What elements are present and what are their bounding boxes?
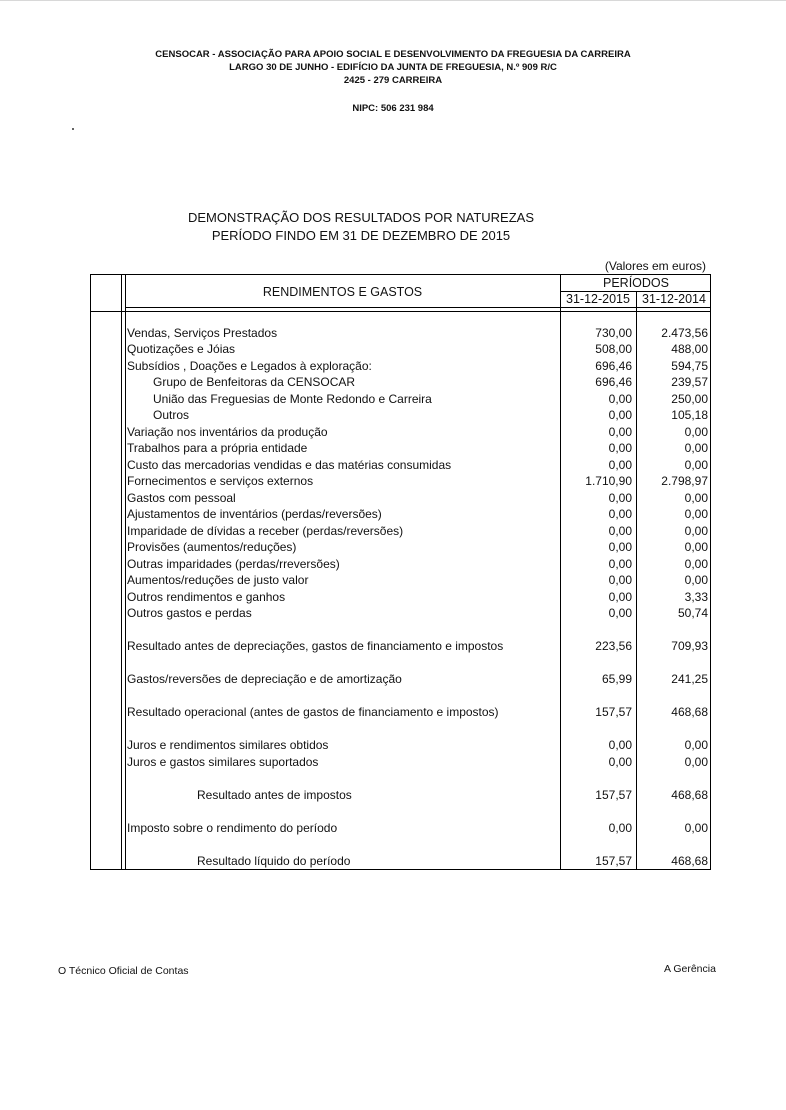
row-label: Quotizações e Jóias [127,342,236,356]
value-2015: 157,57 [595,705,632,719]
table-row [127,473,708,489]
row-label: Outras imparidades (perdas/rreversões) [127,557,340,571]
value-2014: 105,18 [671,408,708,422]
table-row [127,407,708,423]
value-2015: 0,00 [608,573,632,587]
value-2015: 0,00 [608,425,632,439]
value-2014: 709,93 [671,639,708,653]
row-label: Custo das mercadorias vendidas e das matérias consumidas [127,458,452,472]
value-2015: 0,00 [608,755,632,769]
row-label: Imparidade de dívidas a receber (perdas/reversões) [127,524,404,538]
table-row [127,737,708,753]
value-2015: 508,00 [595,342,632,356]
table-row [127,325,708,341]
table-row [127,605,708,621]
value-2014: 0,00 [684,821,708,835]
document-period: PERÍODO FINDO EM 31 DE DEZEMBRO DE 2015 [211,228,511,243]
value-2015: 0,00 [608,590,632,604]
column-header-main: RENDIMENTOS E GASTOS [262,285,423,299]
value-2014: 0,00 [684,540,708,554]
value-2014: 0,00 [684,491,708,505]
table-row [127,539,708,555]
column-header-periods: PERÍODOS [603,276,669,290]
accountant-signature-label: O Técnico Oficial de Contas [58,965,189,977]
value-2015: 65,99 [601,672,632,686]
currency-note: (Valores em euros) [604,259,706,273]
row-label: Grupo de Benfeitoras da CENSOCAR [153,375,356,389]
table-row [127,853,708,869]
row-label: Outros rendimentos e ganhos [127,590,286,604]
table-divider [125,275,126,869]
table-row [127,704,708,720]
table-row [127,358,708,374]
value-2014: 3,33 [684,590,708,604]
page-top-rule [0,0,786,1]
value-2014: 0,00 [684,557,708,571]
value-2014: 468,68 [671,854,708,868]
table-row [127,787,708,803]
value-2014: 468,68 [671,705,708,719]
value-2015: 157,57 [595,854,632,868]
org-nipc: NIPC: 506 231 984 [352,103,434,114]
row-label: Trabalhos para a própria entidade [127,441,308,455]
table-divider [121,275,122,869]
value-2015: 0,00 [608,491,632,505]
column-header-2014: 31-12-2014 [642,292,706,306]
value-2015: 0,00 [608,507,632,521]
row-label: Resultado operacional (antes de gastos de financiamento e impostos) [127,705,499,719]
row-label: Provisões (aumentos/reduções) [127,540,297,554]
table-row [127,523,708,539]
value-2015: 0,00 [608,821,632,835]
value-2015: 0,00 [608,458,632,472]
value-2014: 594,75 [671,359,708,373]
value-2015: 696,46 [595,375,632,389]
table-row [127,589,708,605]
table-row [127,638,708,654]
row-label: Aumentos/reduções de justo valor [127,573,309,587]
value-2014: 0,00 [684,755,708,769]
value-2015: 0,00 [608,408,632,422]
table-row [127,754,708,770]
value-2015: 157,57 [595,788,632,802]
table-row [127,572,708,588]
table-divider [125,307,710,308]
row-label: Resultado líquido do período [197,854,351,868]
value-2015: 0,00 [608,392,632,406]
org-postal: 2425 - 279 CARREIRA [343,75,443,86]
value-2015: 223,56 [595,639,632,653]
value-2015: 0,00 [608,441,632,455]
table-row [127,556,708,572]
row-label: Subsídios , Doações e Legados à exploração: [127,359,372,373]
table-row [127,440,708,456]
row-label: Variação nos inventários da produção [127,425,328,439]
value-2014: 50,74 [677,606,708,620]
income-statement-table [90,274,711,870]
column-header-2015: 31-12-2015 [566,292,630,306]
table-row [127,424,708,440]
value-2015: 0,00 [608,540,632,554]
value-2015: 0,00 [608,557,632,571]
value-2014: 239,57 [671,375,708,389]
table-row [127,341,708,357]
value-2014: 2.473,56 [661,326,708,340]
org-name: CENSOCAR - ASSOCIAÇÃO PARA APOIO SOCIAL E DESENVOLVIMENTO DA FREGUESIA DA CARREIRA [155,49,631,60]
value-2015: 1.710,90 [585,474,632,488]
value-2015: 0,00 [608,738,632,752]
row-label: Resultado antes de impostos [197,788,352,802]
value-2015: 0,00 [608,606,632,620]
value-2014: 0,00 [684,458,708,472]
table-row [127,671,708,687]
row-label: Juros e rendimentos similares obtidos [127,738,329,752]
table-row [127,506,708,522]
management-signature-label: A Gerência [664,963,716,975]
value-2014: 0,00 [684,507,708,521]
row-label: Imposto sobre o rendimento do período [127,821,338,835]
table-row [127,391,708,407]
scan-speck [72,128,74,130]
value-2015: 730,00 [595,326,632,340]
value-2014: 250,00 [671,392,708,406]
row-label: Juros e gastos similares suportados [127,755,319,769]
row-label: Gastos com pessoal [127,491,236,505]
value-2014: 0,00 [684,425,708,439]
table-row [127,490,708,506]
row-label: Gastos/reversões de depreciação e de amortização [127,672,402,686]
table-row [127,820,708,836]
value-2015: 0,00 [608,524,632,538]
value-2014: 0,00 [684,573,708,587]
row-label: Outros [153,408,190,422]
value-2014: 468,68 [671,788,708,802]
value-2014: 0,00 [684,738,708,752]
value-2014: 2.798,97 [661,474,708,488]
value-2014: 0,00 [684,524,708,538]
table-divider [91,311,710,312]
table-row [127,374,708,390]
table-row [127,457,708,473]
row-label: Ajustamentos de inventários (perdas/reversões) [127,507,382,521]
row-label: Fornecimentos e serviços externos [127,474,314,488]
value-2014: 488,00 [671,342,708,356]
row-label: União das Freguesias de Monte Redondo e Carreira [153,392,432,406]
row-label: Vendas, Serviços Prestados [127,326,278,340]
value-2015: 696,46 [595,359,632,373]
row-label: Resultado antes de depreciações, gastos de financiamento e impostos [127,639,504,653]
value-2014: 241,25 [671,672,708,686]
row-label: Outros gastos e perdas [127,606,252,620]
document-title: DEMONSTRAÇÃO DOS RESULTADOS POR NATUREZAS [188,210,534,225]
org-address: LARGO 30 DE JUNHO - EDIFÍCIO DA JUNTA DE FREGUESIA, N.º 909 R/C [229,62,557,73]
value-2014: 0,00 [684,441,708,455]
